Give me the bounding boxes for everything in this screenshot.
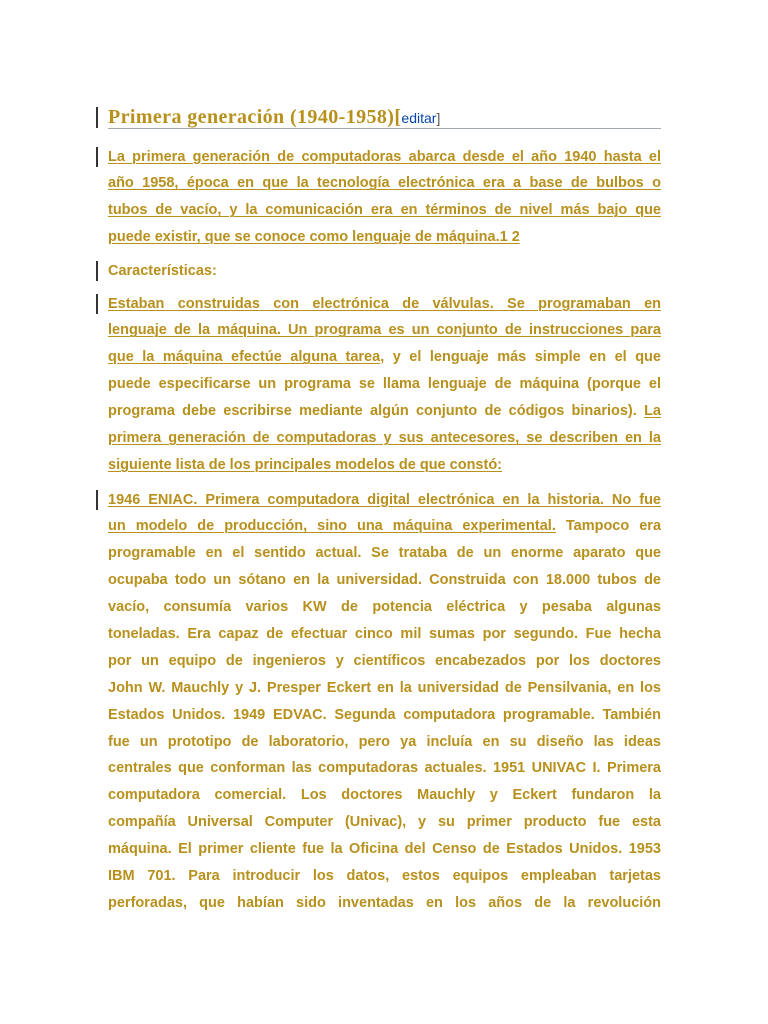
inserted-text: 1946 ENIAC. Primera computadora digital electrónica en la historia. No fue xyxy=(108,491,661,508)
models-text-line xyxy=(108,809,661,836)
plain-text: puede especificarse un programa se llama lenguaje de máquina (porque el xyxy=(108,376,661,393)
plain-text: computadora comercial. Los doctores Mauchly y Eckert fundaron la xyxy=(108,787,661,804)
plain-text: , y el lenguaje más simple en el que xyxy=(380,349,661,366)
plain-text: programa debe escribirse mediante algún conjunto de códigos binarios). xyxy=(108,403,645,420)
models-text-line xyxy=(108,648,661,675)
edit-bracket-close: ] xyxy=(436,110,441,126)
plain-text: programable en el sentido actual. Se trataba de un enorme aparato que xyxy=(108,545,661,562)
inserted-text: tubos de vacío, y la comunicación era en términos de nivel más bajo que xyxy=(108,202,661,219)
models-text-line xyxy=(108,863,661,890)
intro-text-line xyxy=(108,224,661,251)
models-text-line xyxy=(108,675,661,702)
inserted-text: año 1958, época en que la tecnología electrónica era a base de bulbos o xyxy=(108,175,661,192)
description-text-line xyxy=(108,344,661,371)
plain-text: Estados Unidos. 1949 EDVAC. Segunda computadora programable. También xyxy=(108,706,661,723)
plain-text: ocupaba todo un sótano en la universidad. Construida con 18.000 tubos de xyxy=(108,572,661,589)
change-bar xyxy=(96,107,98,128)
inserted-text: lenguaje de la máquina. Un programa es un conjunto de instrucciones para xyxy=(108,322,661,339)
inserted-text: puede existir, que se conoce como lenguaje de máquina.1 2 xyxy=(108,229,520,246)
change-bar xyxy=(96,294,98,314)
plain-text: IBM 701. Para introducir los datos, estos equipos empleaban tarjetas xyxy=(108,867,661,884)
models-text-line xyxy=(108,513,661,540)
description-text-line xyxy=(108,425,661,452)
description-text-line xyxy=(108,291,661,318)
inserted-text: La primera generación de computadoras abarca desde el año 1940 hasta el xyxy=(108,148,661,165)
models-text-line xyxy=(108,621,661,648)
inserted-text: Estaban construidas con electrónica de válvulas. Se programaban en xyxy=(108,295,661,312)
features-label-paragraph xyxy=(108,258,661,285)
models-text-line xyxy=(108,487,661,514)
inserted-text: siguiente lista de los principales modelos de que constó: xyxy=(108,456,502,473)
models-text-line xyxy=(108,755,661,782)
plain-text: vacío, consumía varios KW de potencia eléctrica y pesaba algunas xyxy=(108,599,661,616)
plain-text: Tampoco era xyxy=(555,518,661,535)
plain-text: toneladas. Era capaz de efectuar cinco mil sumas por segundo. Fue hecha xyxy=(108,625,661,642)
plain-text: perforadas, que habían sido inventadas en los años de la revolución xyxy=(108,894,661,911)
edit-bracket-open: [ xyxy=(394,106,402,128)
plain-text: máquina. El primer cliente fue la Oficina del Censo de Estados Unidos. 1953 xyxy=(108,841,661,858)
features-label: Características: xyxy=(108,262,217,279)
models-text-line xyxy=(108,782,661,809)
models-paragraph xyxy=(108,487,661,917)
intro-text-line xyxy=(108,170,661,197)
intro-text-line xyxy=(108,144,661,171)
models-text-line xyxy=(108,729,661,756)
plain-text: por un equipo de ingenieros y científicos encabezados por los doctores xyxy=(108,652,661,669)
inserted-text: La xyxy=(644,403,661,420)
inserted-text: primera generación de computadoras y sus antecesores, se describen en la xyxy=(108,429,661,446)
description-text-line xyxy=(108,398,661,425)
models-text-line xyxy=(108,836,661,863)
intro-paragraph xyxy=(108,144,661,252)
models-text-line xyxy=(108,890,661,917)
models-text-line xyxy=(108,594,661,621)
plain-text: fue un prototipo de laboratorio, pero ya incluía en su diseño las ideas xyxy=(108,733,661,750)
heading-title: Primera generación (1940-1958) xyxy=(108,106,395,128)
plain-text: centrales que conforman las computadoras actuales. 1951 UNIVAC I. Primera xyxy=(108,760,661,777)
section-heading xyxy=(108,106,661,129)
plain-text: compañía Universal Computer (Univac), y su primer producto fue esta xyxy=(108,814,661,831)
plain-text: John W. Mauchly y J. Presper Eckert en la universidad de Pensilvania, en los xyxy=(108,679,661,696)
change-bar xyxy=(96,490,98,510)
change-bar xyxy=(96,261,98,281)
models-text-line xyxy=(108,540,661,567)
description-text-line xyxy=(108,452,661,479)
change-bar xyxy=(96,147,98,167)
inserted-text: un modelo de producción, sino una máquina experimental. xyxy=(108,518,556,535)
description-text-line xyxy=(108,317,661,344)
intro-text-line xyxy=(108,197,661,224)
models-text-line xyxy=(108,702,661,729)
description-paragraph xyxy=(108,291,661,479)
edit-section-link[interactable]: editar xyxy=(401,110,437,126)
models-text-line xyxy=(108,567,661,594)
inserted-text: que la máquina efectúe alguna tarea xyxy=(108,349,381,366)
description-text-line xyxy=(108,371,661,398)
